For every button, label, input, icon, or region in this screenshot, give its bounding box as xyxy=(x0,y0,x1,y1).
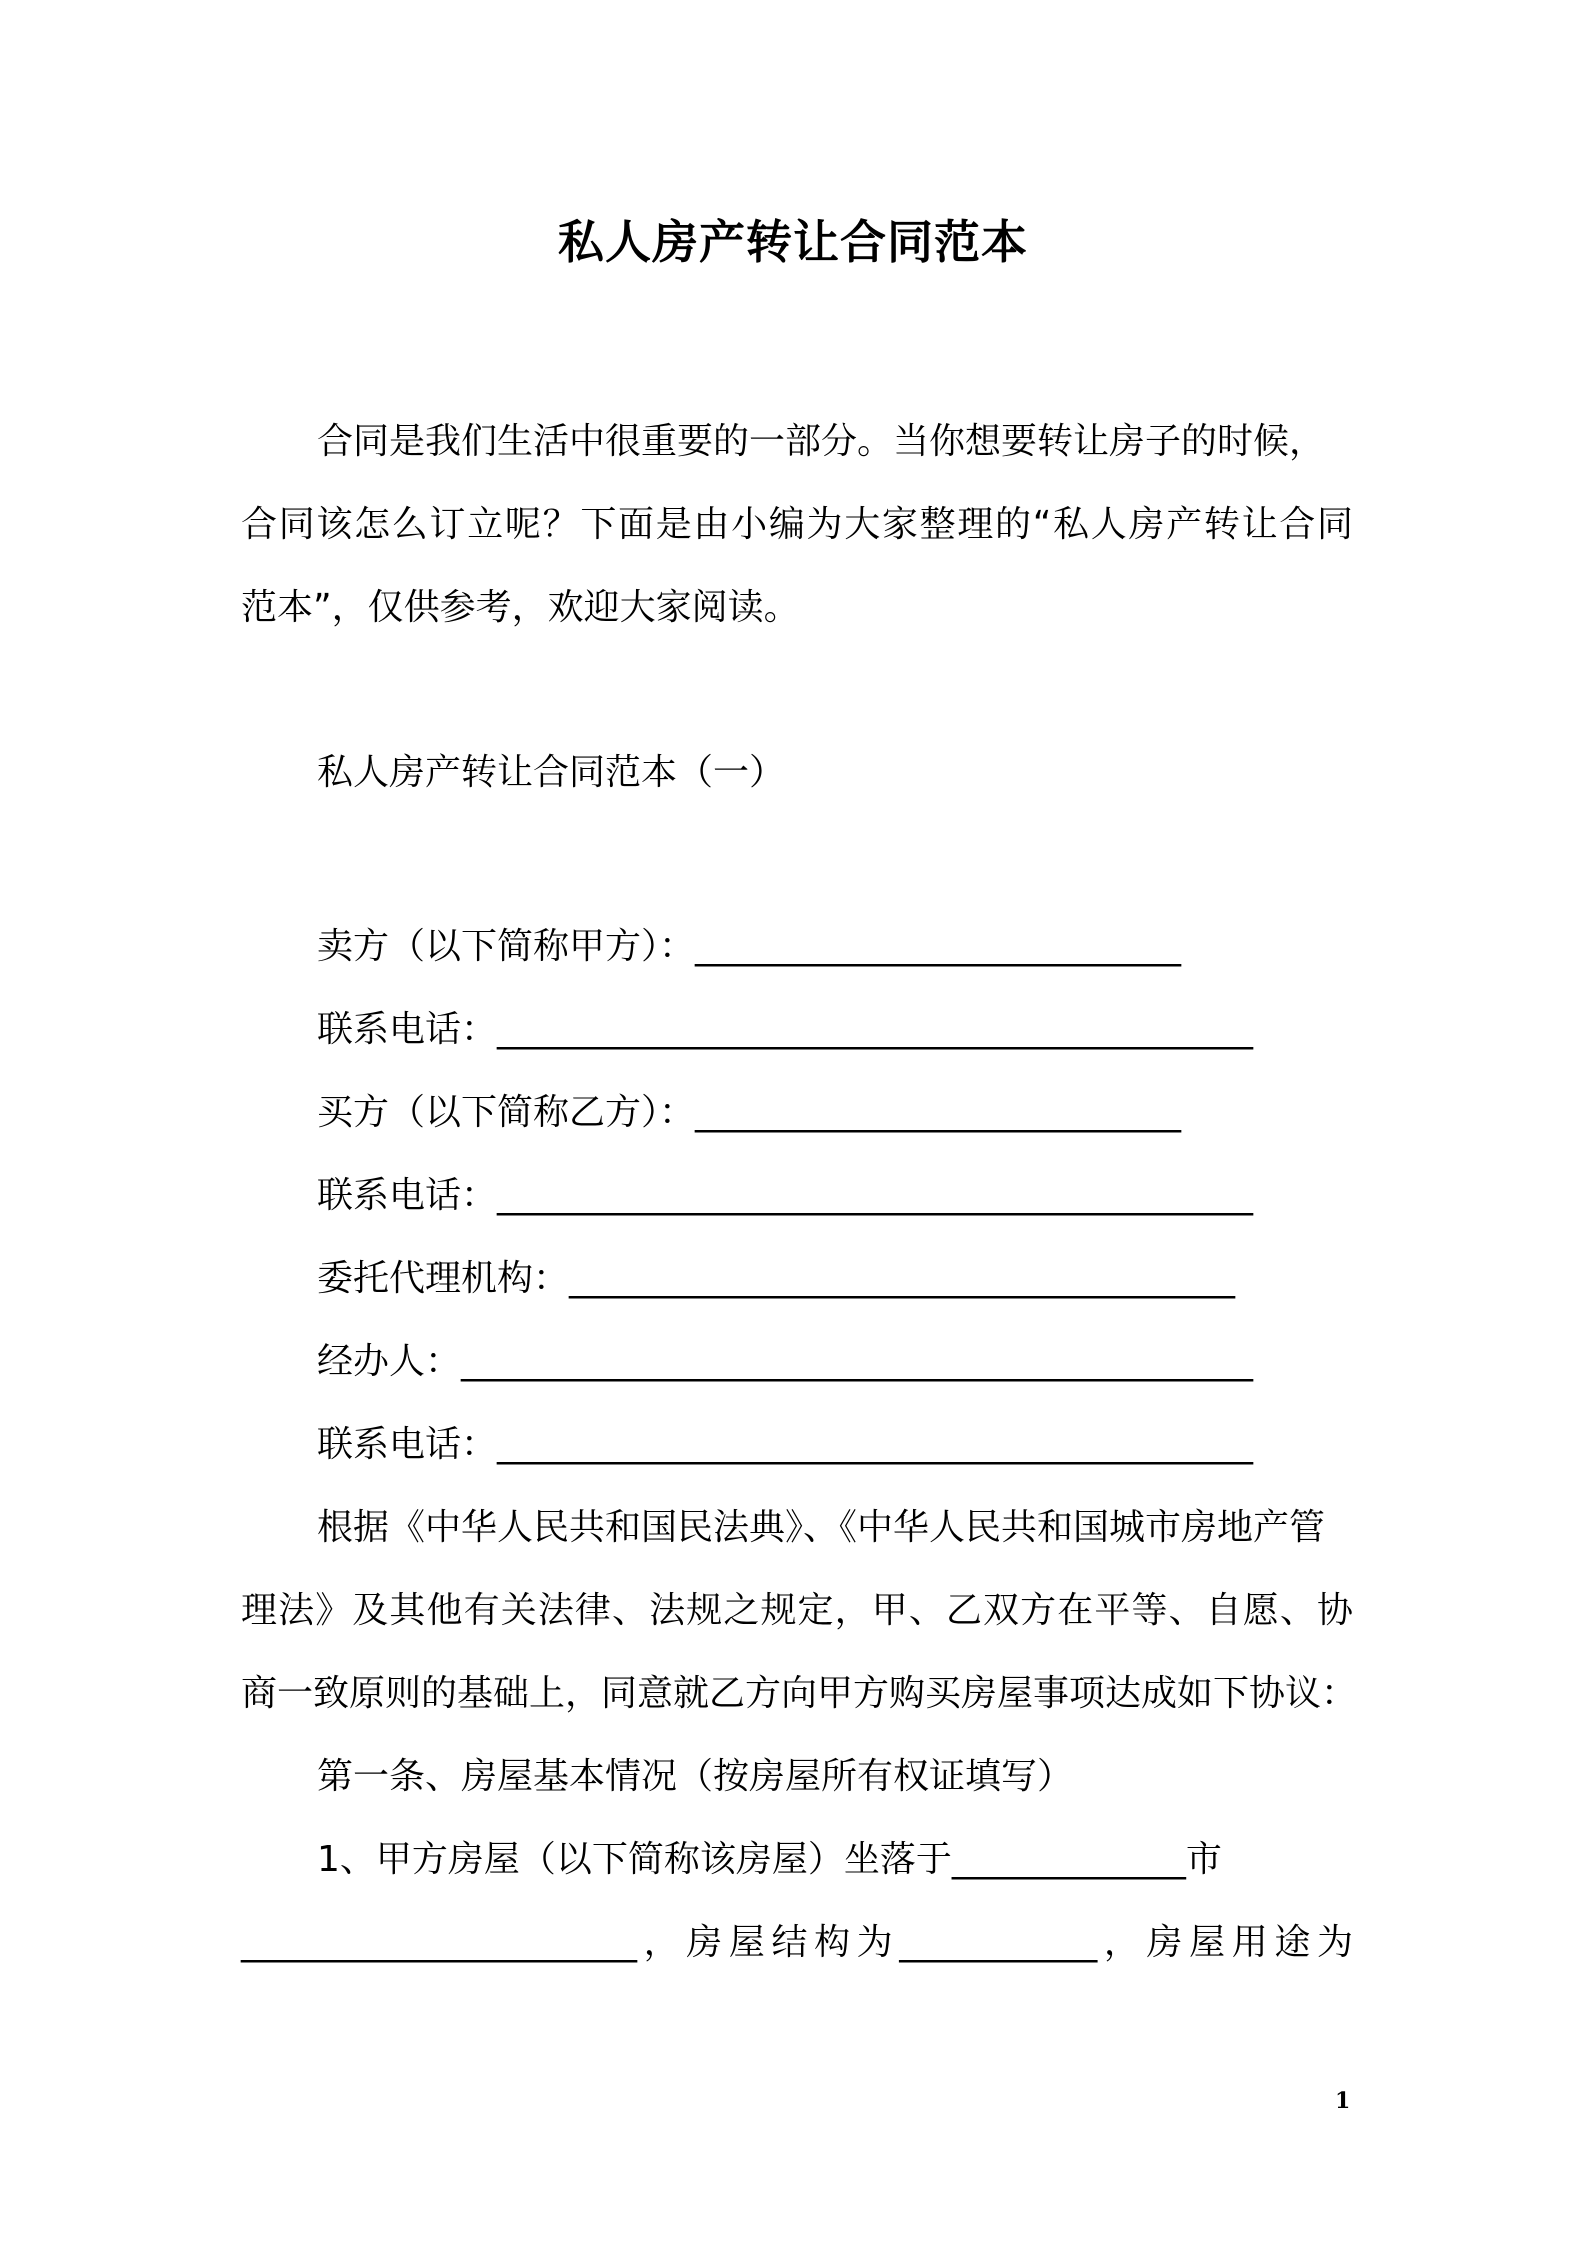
intro-line-3: 范本”，仅供参考，欢迎大家阅读。 xyxy=(241,587,800,628)
intro-line-1: 合同是我们生活中很重要的一部分。当你想要转让房子的时候， xyxy=(317,421,1326,462)
basis-line-3: 商一致原则的基础上，同意就乙方向甲方购买房屋事项达成如下协议： xyxy=(241,1673,1358,1714)
seller-phone-field: 联系电话：__________________________________________ xyxy=(317,1009,1254,1050)
section-heading: 私人房产转让合同范本（一） xyxy=(317,752,786,793)
intro-line-2: 合同该怎么订立呢？下面是由小编为大家整理的“私人房产转让合同 xyxy=(241,504,1353,545)
agency-phone-field: 联系电话：__________________________________________ xyxy=(317,1424,1254,1465)
article-1-clause-1-line-1: 1、甲方房屋（以下简称该房屋）坐落于_____________市 xyxy=(317,1839,1222,1880)
basis-line-2: 理法》及其他有关法律、法规之规定，甲、乙双方在平等、自愿、协 xyxy=(241,1590,1353,1631)
basis-line-1: 根据《中华人民共和国民法典》、《中华人民共和国城市房地产管 xyxy=(317,1507,1326,1548)
article-1-heading: 第一条、房屋基本情况（按房屋所有权证填写） xyxy=(317,1756,1074,1797)
article-1-clause-1-line-2: ______________________，房屋结构为___________，房屋用途为 xyxy=(241,1922,1353,1963)
seller-field: 卖方（以下简称甲方）：___________________________ xyxy=(317,926,1182,967)
buyer-field: 买方（以下简称乙方）：___________________________ xyxy=(317,1092,1182,1133)
agency-field: 委托代理机构：_____________________________________ xyxy=(317,1258,1236,1299)
page-number: 1 xyxy=(1335,2088,1351,2114)
document-title: 私人房产转让合同范本 xyxy=(558,215,1028,269)
agent-field: 经办人：____________________________________________ xyxy=(317,1341,1254,1382)
buyer-phone-field: 联系电话：__________________________________________ xyxy=(317,1175,1254,1216)
